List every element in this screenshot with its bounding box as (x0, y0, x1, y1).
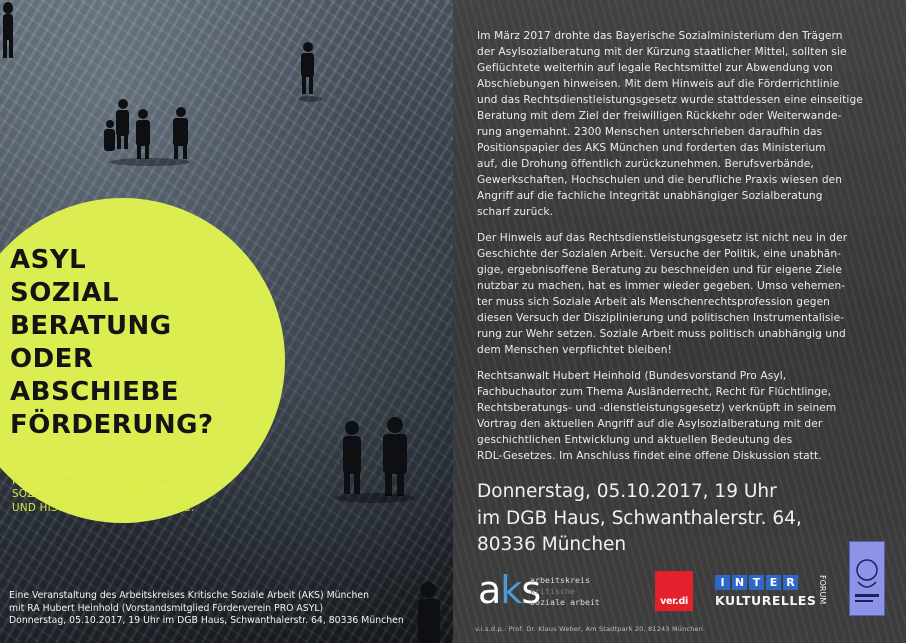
text-line: rung angemahnt. 2300 Menschen unterschrieben daraufhin das (477, 126, 823, 138)
event-credit (9, 590, 449, 628)
text-line: nutzbar zu machen, hat es immer wieder gegeben. Umso vehemen- (477, 280, 846, 292)
event-line: im DGB Haus, Schwanthalerstr. 64, (477, 507, 802, 529)
poster-headline (10, 244, 214, 442)
inter-letter: I (715, 575, 730, 590)
text-line: Der Hinweis auf das Rechtsdienstleistungsgesetz ist nicht neu in der (477, 232, 848, 244)
aks-word: soziale arbeit (530, 597, 600, 607)
credit-line: mit RA Hubert Heinhold (Vorstandsmitglied Förderverein PRO ASYL) (9, 602, 324, 614)
text-line: geschichtlichen Entwicklung und aktuellen Bedeutung des (477, 434, 793, 446)
inter-letter: R (783, 575, 798, 590)
subline-line: SOZIALBERATUNG - EINE AKTUELLE (12, 488, 204, 500)
inter-side-word: FORUM (818, 575, 827, 605)
imprint: v.i.s.d.p.: Prof. Dr. Klaus Weber, Am Stadtpark 20, 81243 München (475, 625, 704, 633)
headline-line: ABSCHIEBE (10, 377, 180, 407)
text-line: gige, ergebnisoffene Beratung zu beschneiden und für eigene Ziele (477, 264, 842, 276)
event-line: 80336 München (477, 534, 627, 555)
description-text (477, 28, 887, 464)
text-line: scharf zurück. (477, 206, 554, 218)
inter-letter: N (732, 575, 747, 590)
headline-line: ODER (10, 344, 94, 374)
text-line: Geschichte der Sozialen Arbeit. Versuche der Politik, eine unabhän- (477, 248, 842, 260)
interkulturelles-forum-logo (715, 575, 827, 608)
subline-line: NUTZBARMACHUNG UNABHÄNGIGER (12, 474, 212, 487)
aks-letter: k (500, 568, 522, 612)
aks-wordmark (530, 575, 600, 608)
event-line: Donnerstag, 05.10.2017, 19 Uhr (477, 481, 777, 502)
aks-logo (478, 568, 600, 612)
headline-line: SOZIAL (10, 278, 120, 308)
text-line: Gewerkschaften, Hochschulen und die berufliche Praxis wiesen den (477, 174, 843, 186)
text-line: der Asylsozialberatung mit der Kürzung staatlicher Mittel, sollten sie (477, 46, 847, 58)
text-line: und das Rechtsdienstleistungsgesetz wurde stattdessen eine einseitige (477, 94, 863, 106)
inter-bottom-word: KULTURELLES (715, 593, 817, 608)
aks-word: kritische (530, 586, 575, 596)
inter-letters (715, 575, 816, 590)
aks-letter: a (478, 568, 501, 612)
aks-letter: s (521, 568, 541, 612)
verdi-label: ver.di (660, 596, 688, 607)
aks-word: arbeitskreis (530, 575, 590, 585)
text-line: diesen Versuch der Disziplinierung und politischen Instrumentalisie- (477, 312, 845, 324)
text-line: dem Menschen verpflichtet bleiben! (477, 344, 672, 356)
subline-line: VERSUCHE DER POLITISCHEN (12, 461, 172, 473)
sticker-graphic (850, 542, 884, 615)
text-line: Rechtsanwalt Hubert Heinhold (Bundesvorstand Pro Asyl, (477, 370, 787, 382)
text-line: Geflüchtete weiterhin auf legale Rechtsmittel zur Abwendung von (477, 62, 833, 74)
inter-letter: E (766, 575, 781, 590)
inter-letter: T (749, 575, 764, 590)
partner-sticker-logo (849, 541, 885, 616)
credit-line: Donnerstag, 05.10.2017, 19 Uhr im DGB Haus, Schwanthalerstr. 64, 80336 München (9, 615, 404, 626)
headline-line: FÖRDERUNG? (10, 410, 214, 440)
event-date-location (477, 479, 897, 559)
headline-line: ASYL (10, 245, 87, 275)
headline-line: BERATUNG (10, 311, 172, 341)
credit-line: Eine Veranstaltung des Arbeitskreises Kritische Soziale Arbeit (AKS) München (9, 590, 370, 601)
text-line: Beratung mit dem Ziel der freiwilligen Rückkehr oder Weiterwande- (477, 110, 842, 122)
text-line: Fachbuchautor zum Thema Ausländerrecht, Recht für Flüchtlinge, (477, 386, 832, 398)
poster-subline (12, 461, 252, 515)
text-line: Angriff auf die fachliche Integrität unabhängiger Sozialberatung (477, 190, 823, 202)
text-line: Rechtsberatungs- und -dienstleistungsgesetz) verknüpft in seinem (477, 402, 837, 414)
text-line: Positionspapier des AKS München und forderten das Ministerium (477, 142, 826, 154)
text-line: rung zur Wehr setzen. Soziale Arbeit muss politisch unabhängig und (477, 328, 846, 340)
text-line: Abschiebungen hinweisen. Mit dem Hinweis auf die Förderrichtlinie (477, 78, 840, 90)
subline-line: UND HISTORISCHE EINORDNUNG. (12, 501, 195, 514)
text-line: RDL-Gesetzes. Im Anschluss findet eine offene Diskussion statt. (477, 450, 822, 462)
text-line: ter muss sich Soziale Arbeit als Menschenrechtsprofession gegen (477, 296, 830, 308)
text-line: Vortrag den aktuellen Angriff auf die Asylsozialberatung mit der (477, 418, 823, 430)
poster-text-panel (453, 0, 906, 643)
text-line: auf, die Drohung öffentlich zurückzunehmen. Berufsverbände, (477, 158, 814, 170)
text-line: Im März 2017 drohte das Bayerische Sozialministerium den Trägern (477, 30, 843, 42)
verdi-logo (655, 571, 693, 611)
